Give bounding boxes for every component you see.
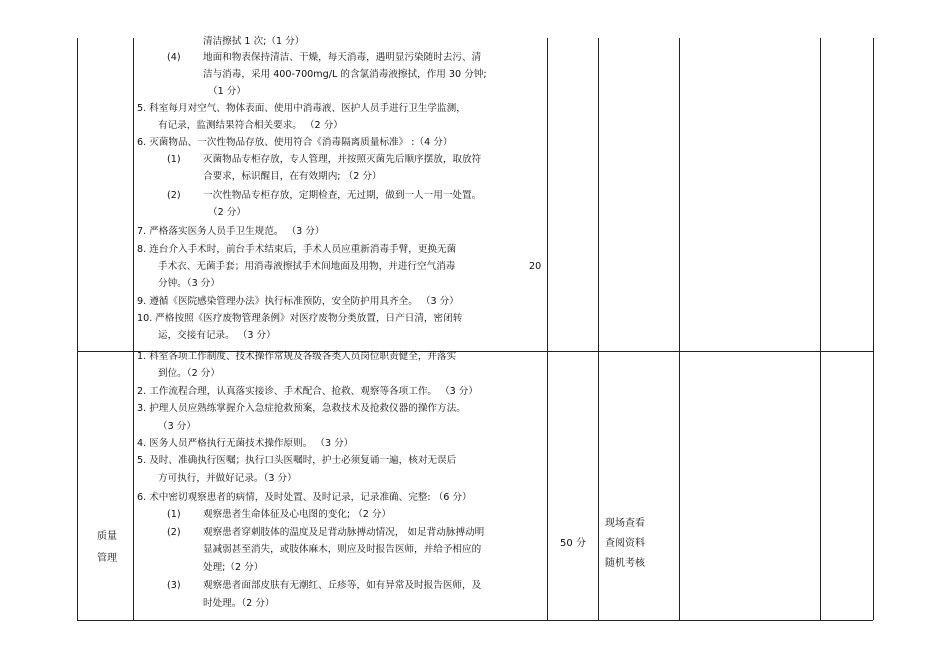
text-line: 20	[529, 261, 542, 272]
text-line: （2 分）	[208, 207, 246, 218]
method-cell	[605, 514, 645, 574]
text-line: 地面和物表保持清洁、干燥，每天消毒，遇明显污染随时去污、清	[203, 52, 482, 63]
text-line: 一次性物品专柜存放，定期检查，无过期，做到一人一用一处置。	[203, 190, 482, 201]
category-cell	[80, 526, 134, 570]
text-line: 显减弱甚至消失，或肢体麻木，则应及时报告医师，并给予相应的	[203, 544, 482, 555]
table-border-right	[873, 38, 874, 620]
table-divider-content	[547, 38, 548, 620]
text-line: 观察患者面部皮肤有无潮红、丘疹等，如有异常及时报告医师，及	[203, 580, 482, 591]
text-line: 8. 连台介入手术时，前台手术结束后，手术人员应重新消毒手臂，更换无菌	[137, 244, 457, 255]
text-line: （3 分）	[158, 421, 196, 432]
text-line: 洁与消毒，采用 400-700mg/L 的含氯消毒液擦拭，作用 30 分钟;	[203, 69, 487, 80]
text-line: 10. 严格按照《医疗废物管理条例》对医疗废物分类放置，日产日清，密闭转	[137, 313, 463, 324]
table-divider-method	[679, 38, 680, 620]
method-item: 查阅资料	[605, 538, 645, 549]
text-line: (2)	[167, 190, 181, 201]
text-line: 2. 工作流程合理，认真落实接诊、手术配合、抢救、观察等各项工作。 （3 分）	[137, 386, 478, 397]
text-line: 处理;（2 分）	[203, 562, 264, 573]
category-label-line-1: 质量	[97, 531, 117, 542]
method-item: 现场查看	[605, 518, 645, 529]
text-line: 1. 科室各项工作制度、技术操作常规及各级各类人员岗位职责健全，并落实	[137, 351, 457, 362]
text-line: 6. 灭菌物品、一次性物品存放、使用符合《消毒隔离质量标准》 :（4 分）	[137, 137, 453, 148]
text-line: 运，交接有记录。 （3 分）	[158, 330, 276, 341]
text-line: 合要求，标识醒目，在有效期内; （2 分）	[203, 171, 382, 182]
text-line: 有记录，监测结果符合相关要求。 （2 分）	[158, 120, 343, 131]
text-line: 7. 严格落实医务人员手卫生规范。 （3 分）	[137, 226, 325, 237]
text-line: (2)	[167, 527, 181, 538]
text-line: 观察患者穿刺肢体的温度及足背动脉搏动情况， 如足背动脉搏动明	[203, 527, 485, 538]
text-line: (3)	[167, 580, 181, 591]
text-line: 观察患者生命体征及心电图的变化; （2 分）	[203, 509, 392, 520]
text-line: 5. 科室每月对空气、物体表面、使用中消毒液、医护人员手进行卫生学监测，	[137, 103, 466, 114]
text-line: (1)	[167, 154, 181, 165]
table-divider-col5	[820, 38, 821, 620]
text-line: 分钟。（3 分）	[158, 278, 220, 289]
text-line: 方可执行，并做好记录。（3 分）	[158, 473, 297, 484]
text-line: (4)	[167, 52, 181, 63]
text-line: （1 分）	[208, 86, 246, 97]
text-line: 到位。（2 分）	[158, 368, 220, 379]
text-line: 时处理。（2 分）	[203, 598, 275, 609]
text-line: 手术衣、无菌手套；用消毒液擦拭手术间地面及用物，并进行空气消毒	[158, 261, 456, 272]
text-line: (1)	[167, 509, 181, 520]
table-border-left	[77, 38, 78, 620]
text-line: 6. 术中密切观察患者的病情，及时处置、及时记录，记录准确、完整: （6 分）	[137, 492, 472, 503]
text-line: 5. 及时、准确执行医嘱；执行口头医嘱时，护士必须复诵一遍，核对无误后	[137, 455, 457, 466]
text-line: 4. 医务人员严格执行无菌技术操作原则。 （3 分）	[137, 438, 354, 449]
text-line: 清洁擦拭 1 次;（1 分）	[203, 36, 305, 47]
text-line: 9. 遵循《医院感染管理办法》执行标准预防，安全防护用具齐全。 （3 分）	[137, 296, 459, 307]
category-label-line-2: 管理	[97, 553, 117, 564]
score-cell: 50 分	[560, 538, 586, 549]
method-item: 随机考核	[605, 558, 645, 569]
text-line: 3. 护理人员应熟练掌握介入急症抢救预案，急救技术及抢救仪器的操作方法。	[137, 403, 466, 414]
text-line: 灭菌物品专柜存放，专人管理，并按照灭菌先后顺序摆放，取放符	[203, 154, 482, 165]
table-divider-score	[598, 38, 599, 620]
table-border-bottom	[77, 620, 873, 621]
